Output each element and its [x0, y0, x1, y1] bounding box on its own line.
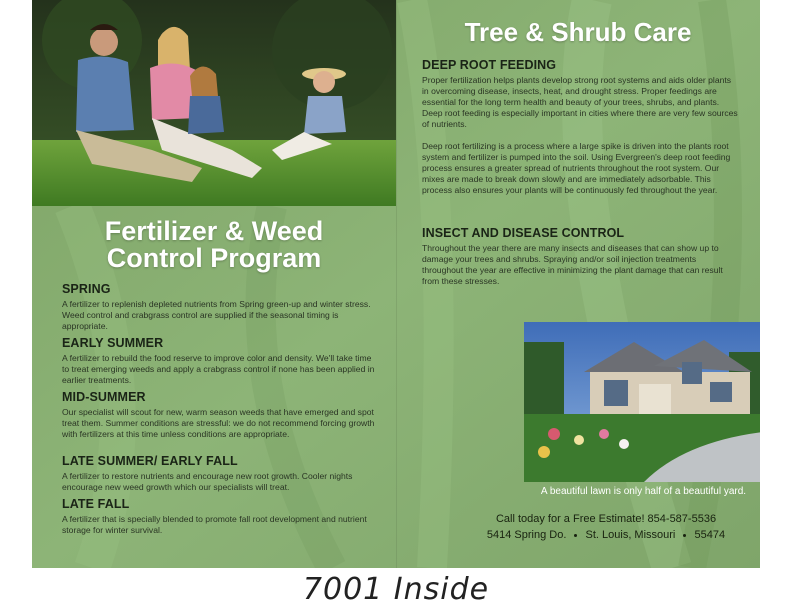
insect-section [422, 226, 738, 287]
deep-root-heading: DEEP ROOT FEEDING [422, 58, 557, 72]
deep-root-section [422, 58, 738, 196]
late-summer-section [62, 454, 378, 493]
address-city: St. Louis, Missouri [585, 529, 676, 541]
fertilizer-panel [32, 206, 396, 568]
house-photo [524, 322, 760, 482]
insect-heading: INSECT AND DISEASE CONTROL [422, 226, 625, 240]
title-line-2: Control Program [106, 243, 322, 273]
late-summer-heading: LATE SUMMER/ EARLY FALL [62, 454, 238, 468]
brochure [32, 0, 760, 568]
inside-label: 7001 Inside [302, 572, 490, 607]
address-line [456, 527, 756, 543]
early-summer-heading: EARLY SUMMER [62, 336, 164, 350]
contact-block [456, 511, 756, 543]
bullet-separator [683, 534, 686, 537]
late-fall-heading: LATE FALL [62, 497, 130, 511]
fertilizer-title [32, 218, 396, 272]
mid-summer-heading: MID-SUMMER [62, 390, 146, 404]
deep-root-para-2: Deep root fertilizing is a process where a large spike is driven into the plants root system and fertilizer is pumped into the soil. Using Evergreen's deep root feeding process ensures a greater spread of nutrients throughout the root system. Our mixes are made to break down slowly and are immediately adsorbable. This process also ensures your plants will be continuously fed throughout the year. [422, 141, 731, 195]
early-summer-text: A fertilizer to rebuild the food reserve to improve color and density. We'll take time to treat emerging weeds and apply a crabgrass control if none has been applied in earlier treatments. [62, 353, 375, 385]
family-photo [32, 0, 396, 206]
early-summer-section [62, 336, 378, 386]
address-zip: 55474 [694, 529, 726, 541]
title-line-1: Fertilizer & Weed [104, 216, 324, 246]
late-fall-text: A fertilizer that is specially blended to promote fall root development and nutrient storage for winter survival. [62, 514, 367, 535]
spring-text: A fertilizer to replenish depleted nutrients from Spring green-up and winter stress. Weed control and crabgrass control are supplied if the seasonal timing is appropriate. [62, 299, 371, 331]
spring-heading: SPRING [62, 282, 111, 296]
tree-shrub-title: Tree & Shrub Care [464, 17, 692, 47]
house-caption: A beautiful lawn is only half of a beautiful yard. [540, 486, 747, 497]
bullet-separator [574, 534, 577, 537]
spring-section [62, 282, 378, 332]
late-fall-section [62, 497, 378, 536]
insect-text: Throughout the year there are many insects and diseases that can show up to damage your trees and shrubs. Spraying and/or soil injection treatments throughout the year are effective in minimizing the plant damage that can result from these stresses. [422, 243, 723, 286]
deep-root-para-1: Proper fertilization helps plants develop strong root systems and aids older plants in overcoming disease, insects, heat, and drought stress. Proper feedings are essential for the long term health and beauty of your trees, shrubs, and plants. Deep root feeding is especially important in cities where there are very few sources of nutrients. [422, 75, 738, 129]
tree-shrub-panel [396, 0, 760, 568]
mid-summer-section [62, 390, 378, 440]
contact-line: Call today for a Free Estimate! 854-587-5536 [495, 513, 717, 525]
late-summer-text: A fertilizer to restore nutrients and encourage new root growth. Cooler nights encourage new weed growth which our specialists will treat. [62, 471, 353, 492]
mid-summer-text: Our specialist will scout for new, warm season weeds that have emerged and spot treat them. Summer conditions are stressful: we do not recommend forcing growth with fertilizers at this time unless conditions are appropriate. [62, 407, 375, 439]
address-street: 5414 Spring Do. [486, 529, 567, 541]
